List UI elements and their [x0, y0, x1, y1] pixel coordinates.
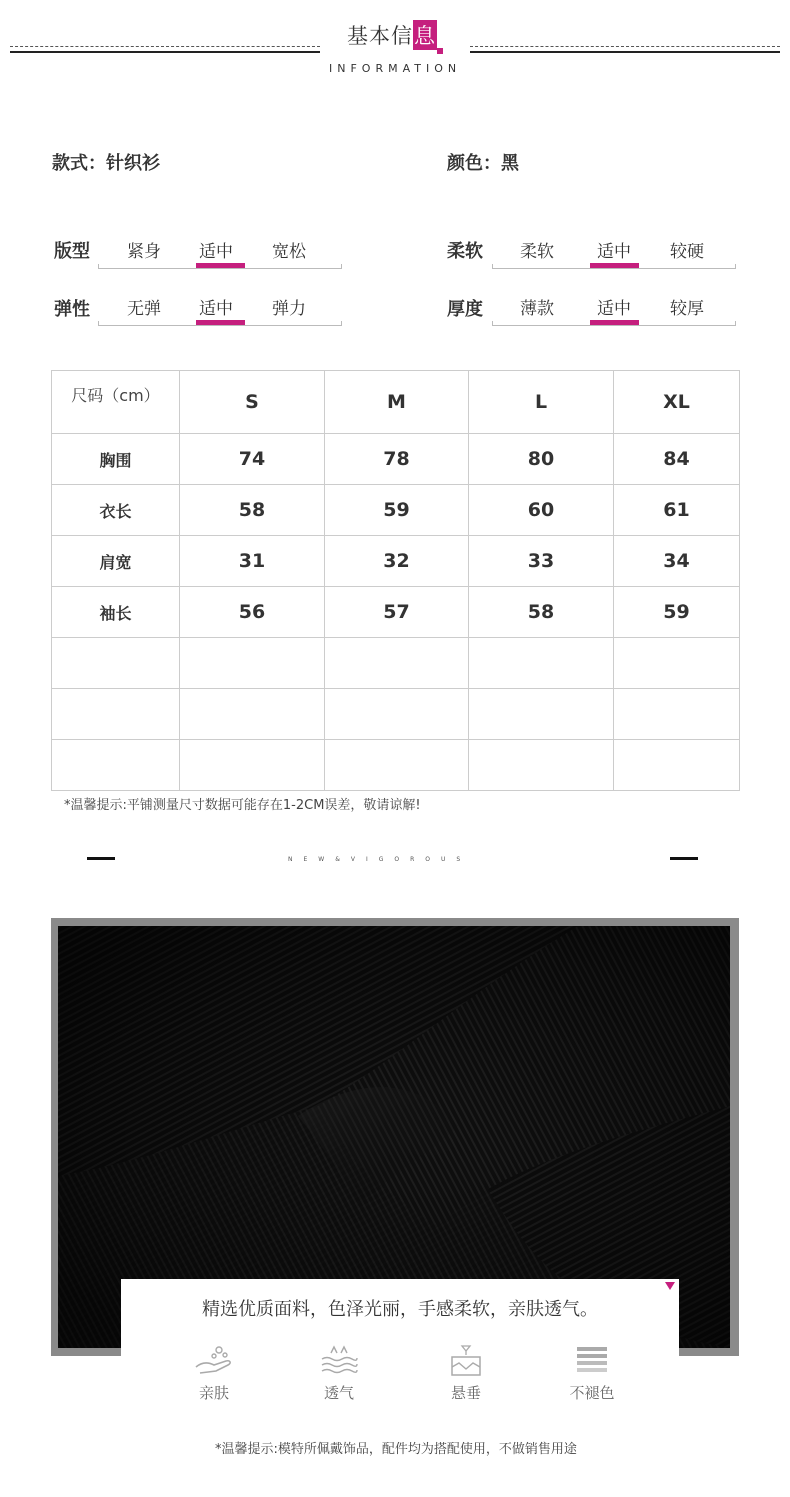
- corner-marker-icon: [665, 1282, 675, 1290]
- table-cell: 32: [325, 536, 469, 587]
- table-cell: 34: [614, 536, 740, 587]
- table-corner: 尺码（cm）: [52, 371, 180, 434]
- color-info: 颜色：黑: [447, 153, 519, 174]
- table-cell: 84: [614, 434, 740, 485]
- style-info: 款式：针织衫: [52, 153, 160, 174]
- table-cell: 80: [469, 434, 614, 485]
- row-label: 袖长: [52, 587, 180, 638]
- option: 弹力: [272, 299, 306, 319]
- table-header-row: [52, 371, 740, 434]
- table-cell: 58: [180, 485, 325, 536]
- table-cell: 74: [180, 434, 325, 485]
- size-col-header: M: [325, 371, 469, 434]
- fabric-caption: 精选优质面料，色泽光丽，手感柔软，亲肤透气。: [202, 1299, 598, 1320]
- table-cell: 78: [325, 434, 469, 485]
- divider-dash-left: [87, 857, 115, 860]
- drape-icon: [444, 1343, 488, 1377]
- table-row: [52, 485, 740, 536]
- option-selected: 适中: [597, 299, 631, 319]
- header-line-left: [10, 46, 320, 53]
- feature-skin-friendly: [179, 1343, 249, 1403]
- feature-drape: [431, 1343, 501, 1403]
- table-row: [52, 434, 740, 485]
- breathable-icon: [317, 1343, 361, 1377]
- size-table: [51, 370, 740, 791]
- table-row-empty: [52, 638, 740, 689]
- table-cell: 61: [614, 485, 740, 536]
- feature-label: 悬垂: [450, 1384, 481, 1402]
- option: 柔软: [520, 242, 554, 262]
- row-label: 肩宽: [52, 536, 180, 587]
- selected-indicator: [196, 320, 245, 325]
- option: 较硬: [670, 242, 704, 262]
- table-cell: 60: [469, 485, 614, 536]
- section-subtitle: INFORMATION: [329, 62, 462, 75]
- table-cell: 59: [325, 485, 469, 536]
- size-col-header: S: [180, 371, 325, 434]
- size-col-header: XL: [614, 371, 740, 434]
- section-title: 基本信息: [347, 20, 437, 50]
- divider-dash-right: [670, 857, 698, 860]
- table-cell: 58: [469, 587, 614, 638]
- table-row-empty: [52, 689, 740, 740]
- feature-label: 不褪色: [569, 1384, 615, 1402]
- table-row-empty: [52, 740, 740, 791]
- feature-no-fade: [557, 1343, 627, 1403]
- table-cell: 57: [325, 587, 469, 638]
- option: 较厚: [670, 299, 704, 319]
- table-row: [52, 587, 740, 638]
- row-label: 胸围: [52, 434, 180, 485]
- feature-label: 亲肤: [198, 1384, 229, 1402]
- selected-indicator: [590, 263, 639, 268]
- measurement-note: *温馨提示:平铺测量尺寸数据可能存在1-2CM误差，敬请谅解!: [64, 798, 421, 813]
- model-note: *温馨提示:模特所佩戴饰品，配件均为搭配使用，不做销售用途: [215, 1442, 577, 1457]
- no-fade-icon: [570, 1343, 614, 1377]
- table-row: [52, 536, 740, 587]
- option-selected: 适中: [199, 242, 233, 262]
- header-line-right: [470, 46, 780, 53]
- size-col-header: L: [469, 371, 614, 434]
- option: 紧身: [127, 242, 161, 262]
- option-selected: 适中: [597, 242, 631, 262]
- option: 薄款: [520, 299, 554, 319]
- table-cell: 33: [469, 536, 614, 587]
- option: 宽松: [272, 242, 306, 262]
- feature-breathable: [304, 1343, 374, 1403]
- divider-text: NEW&VIGOROUS: [288, 856, 472, 863]
- feature-label: 透气: [323, 1384, 354, 1402]
- selected-indicator: [590, 320, 639, 325]
- option-selected: 适中: [199, 299, 233, 319]
- table-cell: 31: [180, 536, 325, 587]
- table-cell: 59: [614, 587, 740, 638]
- option: 无弹: [127, 299, 161, 319]
- skin-friendly-icon: [192, 1343, 236, 1377]
- table-cell: 56: [180, 587, 325, 638]
- selected-indicator: [196, 263, 245, 268]
- row-label: 衣长: [52, 485, 180, 536]
